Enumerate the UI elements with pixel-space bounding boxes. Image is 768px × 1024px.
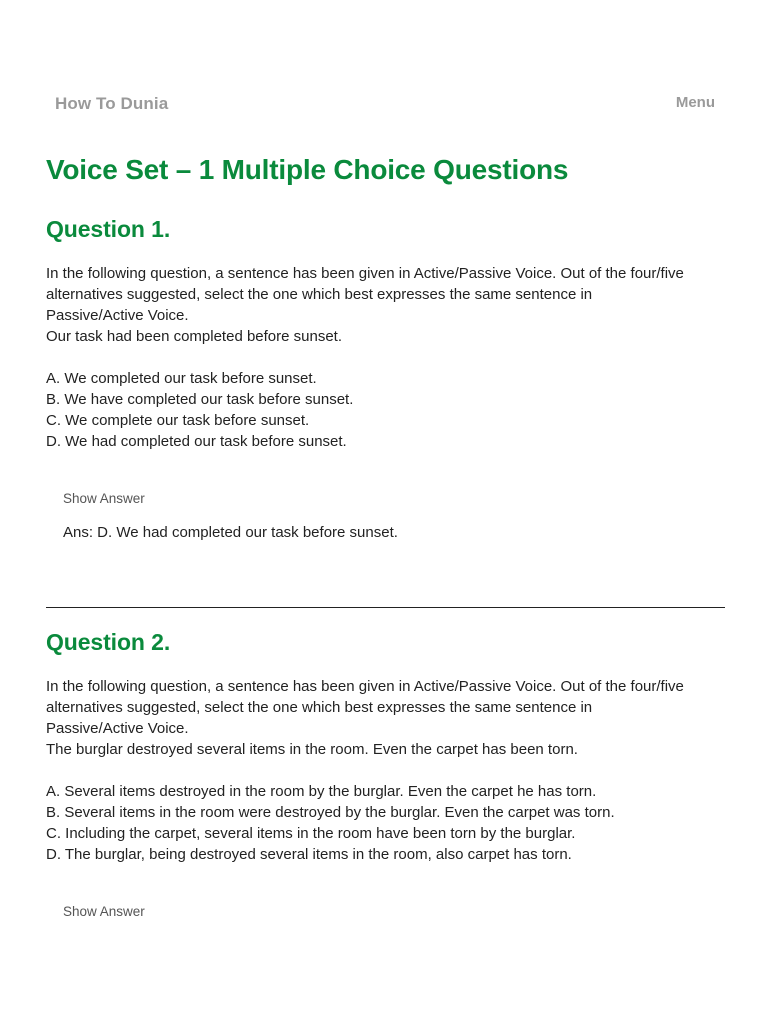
option-c: C. Including the carpet, several items in the room have been torn by the burglar. <box>46 825 576 842</box>
option-a: A. Several items destroyed in the room by the burglar. Even the carpet he has torn. <box>46 783 597 800</box>
question-1 <box>46 216 726 541</box>
show-answer-button[interactable]: Show Answer <box>63 491 145 506</box>
question-sentence: Our task had been completed before sunset. <box>46 328 343 345</box>
question-heading: Question 2. <box>46 629 171 655</box>
options-list <box>46 781 726 865</box>
option-a: A. We completed our task before sunset. <box>46 370 317 387</box>
options-list <box>46 368 726 452</box>
option-b: B. We have completed our task before sunset. <box>46 391 354 408</box>
option-d: D. We had completed our task before sunset. <box>46 433 347 450</box>
option-b: B. Several items in the room were destroyed by the burglar. Even the carpet was torn. <box>46 804 615 821</box>
divider <box>46 607 725 608</box>
page-title: Voice Set – 1 Multiple Choice Questions <box>46 154 569 185</box>
question-sentence: The burglar destroyed several items in the room. Even the carpet has been torn. <box>46 741 578 758</box>
site-title-link[interactable]: How To Dunia <box>55 94 169 113</box>
site-header <box>0 0 768 140</box>
question-heading: Question 1. <box>46 216 171 242</box>
menu-button[interactable]: Menu <box>675 94 715 111</box>
question-2 <box>46 629 726 919</box>
option-d: D. The burglar, being destroyed several items in the room, also carpet has torn. <box>46 846 572 863</box>
question-instruction: In the following question, a sentence has been given in Active/Passive Voice. Out of the four/five alternatives suggested, select the one which best expresses the same sentence in Passive/Active Voice. <box>46 678 684 737</box>
show-answer-button[interactable]: Show Answer <box>63 904 145 919</box>
answer-text: Ans: D. We had completed our task before sunset. <box>63 524 398 541</box>
question-instruction: In the following question, a sentence has been given in Active/Passive Voice. Out of the four/five alternatives suggested, select the one which best expresses the same sentence in Passive/Active Voice. <box>46 265 684 324</box>
option-c: C. We complete our task before sunset. <box>46 412 310 429</box>
